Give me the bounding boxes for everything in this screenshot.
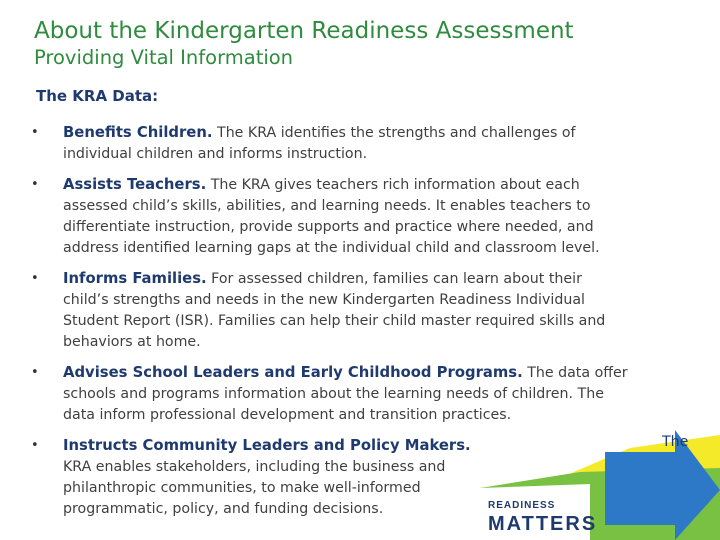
bullet-line: data inform professional development and transition practices. xyxy=(63,407,512,423)
bullet-lead: Informs Families. xyxy=(63,270,207,287)
bullet-trailing-word: The xyxy=(662,434,689,450)
bullet-line: assessed child’s skills, abilities, and learning needs. It enables teachers to xyxy=(63,198,591,214)
bullet-line: schools and programs information about the learning needs of children. The xyxy=(63,386,604,402)
bullet-text xyxy=(63,268,693,353)
bullet-lead: Assists Teachers. xyxy=(63,176,207,193)
bullet-line: The data offer xyxy=(522,365,628,381)
bullet-line: KRA enables stakeholders, including the business and xyxy=(63,459,446,475)
bullet-text xyxy=(63,174,693,259)
bullet-line: child’s strengths and needs in the new Kindergarten Readiness Individual xyxy=(63,292,585,308)
page-subtitle: Providing Vital Information xyxy=(34,46,294,69)
bullet-line: address identified learning gaps at the individual child and classroom level. xyxy=(63,240,600,256)
logo-matters: MATTERS xyxy=(488,513,598,535)
bullet-dot: • xyxy=(31,271,39,286)
bullet-line: philanthropic communities, to make well-informed xyxy=(63,480,421,496)
bullet-line: behaviors at home. xyxy=(63,334,201,350)
bullet-dot: • xyxy=(31,177,39,192)
bullet-line: For assessed children, families can learn about their xyxy=(206,271,582,287)
bullet-line: programmatic, policy, and funding decisions. xyxy=(63,501,384,517)
bullet-line: The KRA gives teachers rich information about each xyxy=(206,177,580,193)
bullet-lead: Advises School Leaders and Early Childhood Programs. xyxy=(63,364,523,381)
bullet-line: differentiate instruction, provide supports and practice where needed, and xyxy=(63,219,594,235)
bullet-text xyxy=(63,435,693,520)
bullet-line: individual children and informs instruction. xyxy=(63,146,368,162)
bullet-lead: Benefits Children. xyxy=(63,124,213,141)
bullet-text xyxy=(63,122,693,165)
page-title: About the Kindergarten Readiness Assessment xyxy=(34,18,574,44)
bullet-dot: • xyxy=(31,125,39,140)
logo-readiness: READINESS xyxy=(488,500,556,511)
bullet-dot: • xyxy=(31,438,39,453)
section-label: The KRA Data: xyxy=(36,87,159,105)
bullet-text xyxy=(63,362,693,426)
bullet-lead: Instructs Community Leaders and Policy Makers. xyxy=(63,437,471,454)
bullet-dot: • xyxy=(31,365,39,380)
bullet-line: The KRA identifies the strengths and challenges of xyxy=(212,125,576,141)
bullet-line: Student Report (ISR). Families can help their child master required skills and xyxy=(63,313,606,329)
